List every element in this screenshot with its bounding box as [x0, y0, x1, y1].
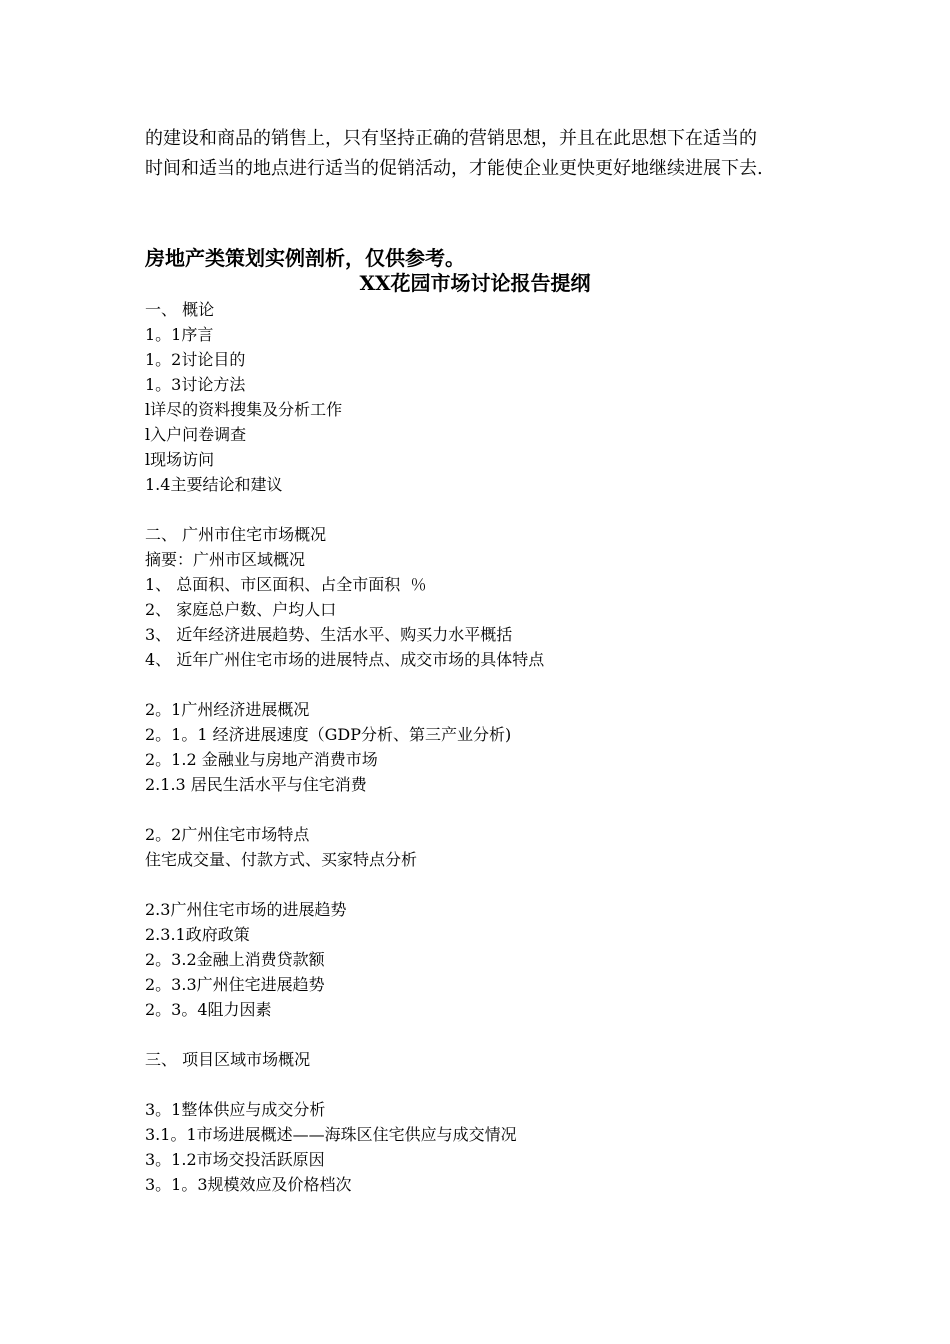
section-heading: 房地产类策划实例剖析，仅供参考。 [145, 246, 465, 270]
outline-item: 2。3.3广州住宅进展趋势 [145, 975, 325, 994]
blank-line [145, 1072, 845, 1097]
outline-item: 住宅成交量、付款方式、买家特点分析 [145, 850, 418, 869]
outline-item: 2。2广州住宅市场特点 [145, 825, 310, 844]
intro-line: 时间和适当的地点进行适当的促销活动，才能使企业更快更好地继续进展下去. [145, 158, 763, 179]
outline-item: 3。1整体供应与成交分析 [145, 1100, 326, 1119]
intro-line: 的建设和商品的销售上，只有坚持正确的营销思想，并且在此思想下在适当的 [145, 128, 757, 149]
outline-item: 2。3。4阻力因素 [145, 1000, 272, 1019]
outline-item: 1.4主要结论和建议 [145, 475, 283, 494]
outline-item: 1、 总面积、市区面积、占全市面积 ％ [145, 575, 427, 594]
outline-item: 4、 近年广州住宅市场的进展特点、成交市场的具体特点 [145, 650, 545, 669]
blank-line [145, 797, 845, 822]
outline-item: l入户问卷调查 [145, 425, 247, 444]
outline-item: 1。3讨论方法 [145, 375, 246, 394]
outline-item: 2。1.2 金融业与房地产消费市场 [145, 750, 378, 769]
blank-line [145, 872, 845, 897]
outline-item: 三、 项目区域市场概况 [145, 1050, 311, 1069]
outline-item: 2.3.1政府政策 [145, 925, 250, 944]
outline-item: l现场访问 [145, 450, 215, 469]
outline-item: 2。3.2金融上消费贷款额 [145, 950, 325, 969]
blank-line [145, 1022, 845, 1047]
outline-item: 2.3广州住宅市场的进展趋势 [145, 900, 347, 919]
intro-paragraph [145, 124, 825, 184]
blank-line [145, 672, 845, 697]
outline-item: 2。1广州经济进展概况 [145, 700, 310, 719]
outline-item: 3。1。3规模效应及价格档次 [145, 1175, 352, 1194]
outline-item: 2、 家庭总户数、户均人口 [145, 600, 337, 619]
outline-item: 1。2讨论目的 [145, 350, 246, 369]
outline-item: 3。1.2市场交投活跃原因 [145, 1150, 325, 1169]
blank-line [145, 497, 845, 522]
outline-item: 1。1序言 [145, 325, 214, 344]
outline-item: 二、 广州市住宅市场概况 [145, 525, 327, 544]
outline-list [145, 297, 845, 1197]
outline-item: 3.1。1市场进展概述——海珠区住宅供应与成交情况 [145, 1125, 517, 1144]
outline-item: 一、 概论 [145, 300, 215, 319]
outline-item: 2。1。1 经济进展速度（GDP分析、第三产业分析) [145, 725, 512, 744]
outline-item: 摘要：广州市区域概况 [145, 550, 306, 569]
outline-item: 2.1.3 居民生活水平与住宅消费 [145, 775, 367, 794]
outline-item: l详尽的资料搜集及分析工作 [145, 400, 343, 419]
document-title: XX花园市场讨论报告提纲 [359, 271, 591, 295]
outline-item: 3、 近年经济进展趋势、生活水平、购买力水平概括 [145, 625, 513, 644]
